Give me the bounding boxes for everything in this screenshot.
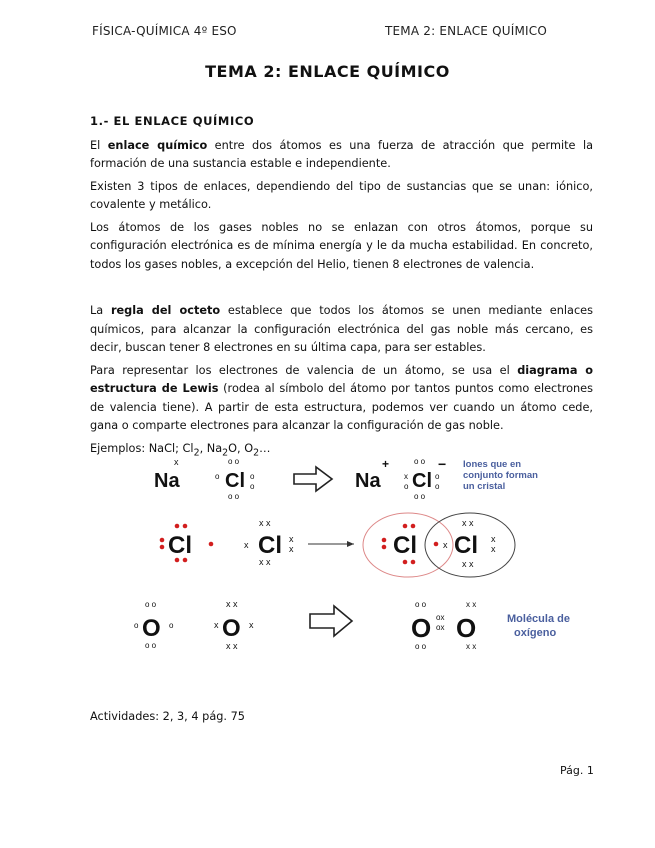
svg-text:x x: x x: [259, 557, 271, 567]
svg-text:x x: x x: [462, 518, 474, 528]
svg-text:x: x: [404, 472, 408, 481]
svg-text:x x: x x: [226, 599, 238, 609]
examples-line: Ejemplos: NaCl; $Cl_2$, $Na_2O$, $O_2\dots$: [90, 441, 271, 458]
svg-text:x: x: [289, 544, 294, 554]
svg-text:+: +: [382, 457, 390, 471]
term-regla-octeto: regla del octeto: [110, 304, 221, 317]
svg-text:ox: ox: [436, 623, 445, 632]
svg-text:x x: x x: [259, 518, 271, 528]
symbol-o-right: O: [222, 615, 241, 642]
paragraph-lewis: Para representar los electrones de valencia de un átomo, se usa el diagrama o estructura de Lewis (rodea al símbolo del átomo por tantos puntos como electrones de valencia tiene). A partir de esta estructura, podemos ver cuando un átomo cede, gana o comparte electrones para alcanzar la configuración de gas noble.: [90, 363, 593, 432]
svg-text:o o: o o: [145, 641, 157, 650]
svg-text:Cl: Cl: [225, 470, 245, 492]
term-enlace-quimico: enlace químico: [107, 138, 208, 152]
molecule-caption-2: oxígeno: [514, 627, 557, 639]
svg-text:x: x: [214, 620, 219, 630]
svg-text:o: o: [435, 472, 440, 481]
molecule-caption-1: Molécula de: [507, 613, 570, 625]
svg-text:x x: x x: [462, 559, 474, 569]
symbol-na: Na: [154, 470, 180, 492]
page-number: Pág. 1: [560, 764, 594, 777]
symbol-cl-ion: Cl: [412, 470, 432, 492]
cl-atom-left: [225, 470, 245, 492]
svg-text:o o: o o: [415, 600, 427, 609]
svg-text:o: o: [435, 482, 440, 491]
svg-text:o: o: [250, 472, 255, 481]
svg-text:x x: x x: [466, 600, 477, 609]
symbol-na-ion: Na: [355, 470, 381, 492]
svg-text:x: x: [249, 620, 254, 630]
svg-text:o o: o o: [228, 492, 240, 501]
svg-text:x x: x x: [466, 642, 477, 651]
svg-text:o: o: [169, 621, 174, 630]
svg-text:o: o: [134, 621, 139, 630]
svg-text:x: x: [443, 540, 448, 550]
activities-line: Actividades: 2, 3, 4 pág. 75: [90, 710, 245, 723]
row-covalent-o2: [134, 599, 570, 651]
symbol-cl-bonded-2: Cl: [454, 532, 478, 559]
svg-text:o o: o o: [415, 642, 427, 651]
symbol-cl-red: Cl: [168, 532, 192, 559]
svg-text:x: x: [244, 540, 249, 550]
svg-text:o: o: [250, 482, 255, 491]
svg-text:−: −: [438, 456, 447, 472]
reaction-arrow-2: [310, 606, 352, 636]
paragraph-octet-rule: La regla del octeto establece que todos los átomos se unen mediante enlaces químicos, para alcanzar la configuración electrónica del gas noble más cercano, es decir, buscan tener 8 electrones en su última capa, para ser estables.: [90, 304, 594, 354]
svg-text:o: o: [404, 482, 409, 491]
paragraph-types: Existen 3 tipos de enlaces, dependiendo del tipo de sustancias que se unan: iónico, covalente y metálico.: [90, 179, 593, 211]
ions-caption-3: un cristal: [463, 481, 506, 492]
lewis-diagram-figure: [118, 456, 588, 672]
header-left: FÍSICA-QUÍMICA 4º ESO: [92, 24, 237, 38]
header-right: TEMA 2: ENLACE QUÍMICO: [385, 24, 547, 38]
svg-text:ox: ox: [436, 613, 445, 622]
paragraph-noble-gases: Los átomos de los gases nobles no se enlazan con otros átomos, porque su configuración electrónica es de mínima energía y le da mucha estabilidad. En concreto, todos los gases nobles, a excepción del Helio, tienen 8 electrones de valencia.: [90, 220, 593, 271]
svg-text:o o: o o: [145, 600, 157, 609]
svg-text:x x: x x: [226, 641, 238, 651]
symbol-o-left: O: [142, 615, 161, 642]
content-body: [90, 112, 593, 466]
svg-text:o o: o o: [414, 492, 426, 501]
section-heading: 1.- EL ENLACE QUÍMICO: [90, 114, 255, 128]
svg-text:x: x: [491, 534, 496, 544]
symbol-o-bonded-1: O: [411, 613, 432, 643]
term-lewis: diagrama o estructura de Lewis: [90, 363, 593, 395]
paragraph-definition: El enlace químico entre dos átomos es una fuerza de atracción que permite la formación de una sustancia estable e independiente.: [90, 138, 594, 170]
symbol-cl-bonded-1: Cl: [393, 532, 417, 559]
ions-caption-1: Iones que en: [463, 459, 522, 470]
svg-text:x: x: [174, 457, 179, 467]
symbol-cl-black: Cl: [258, 532, 282, 559]
reaction-arrow-1: [294, 467, 332, 491]
svg-text:o o: o o: [414, 457, 426, 466]
ions-caption-2: conjunto forman: [463, 470, 538, 481]
symbol-o-bonded-2: O: [456, 613, 477, 643]
svg-text:x: x: [289, 534, 294, 544]
svg-text:x: x: [491, 544, 496, 554]
svg-text:o: o: [215, 472, 220, 481]
svg-text:o o: o o: [228, 457, 240, 466]
page-title: TEMA 2: ENLACE QUÍMICO: [205, 62, 450, 81]
row-ionic-bond: [154, 456, 538, 501]
row-covalent-cl2: [160, 513, 515, 577]
